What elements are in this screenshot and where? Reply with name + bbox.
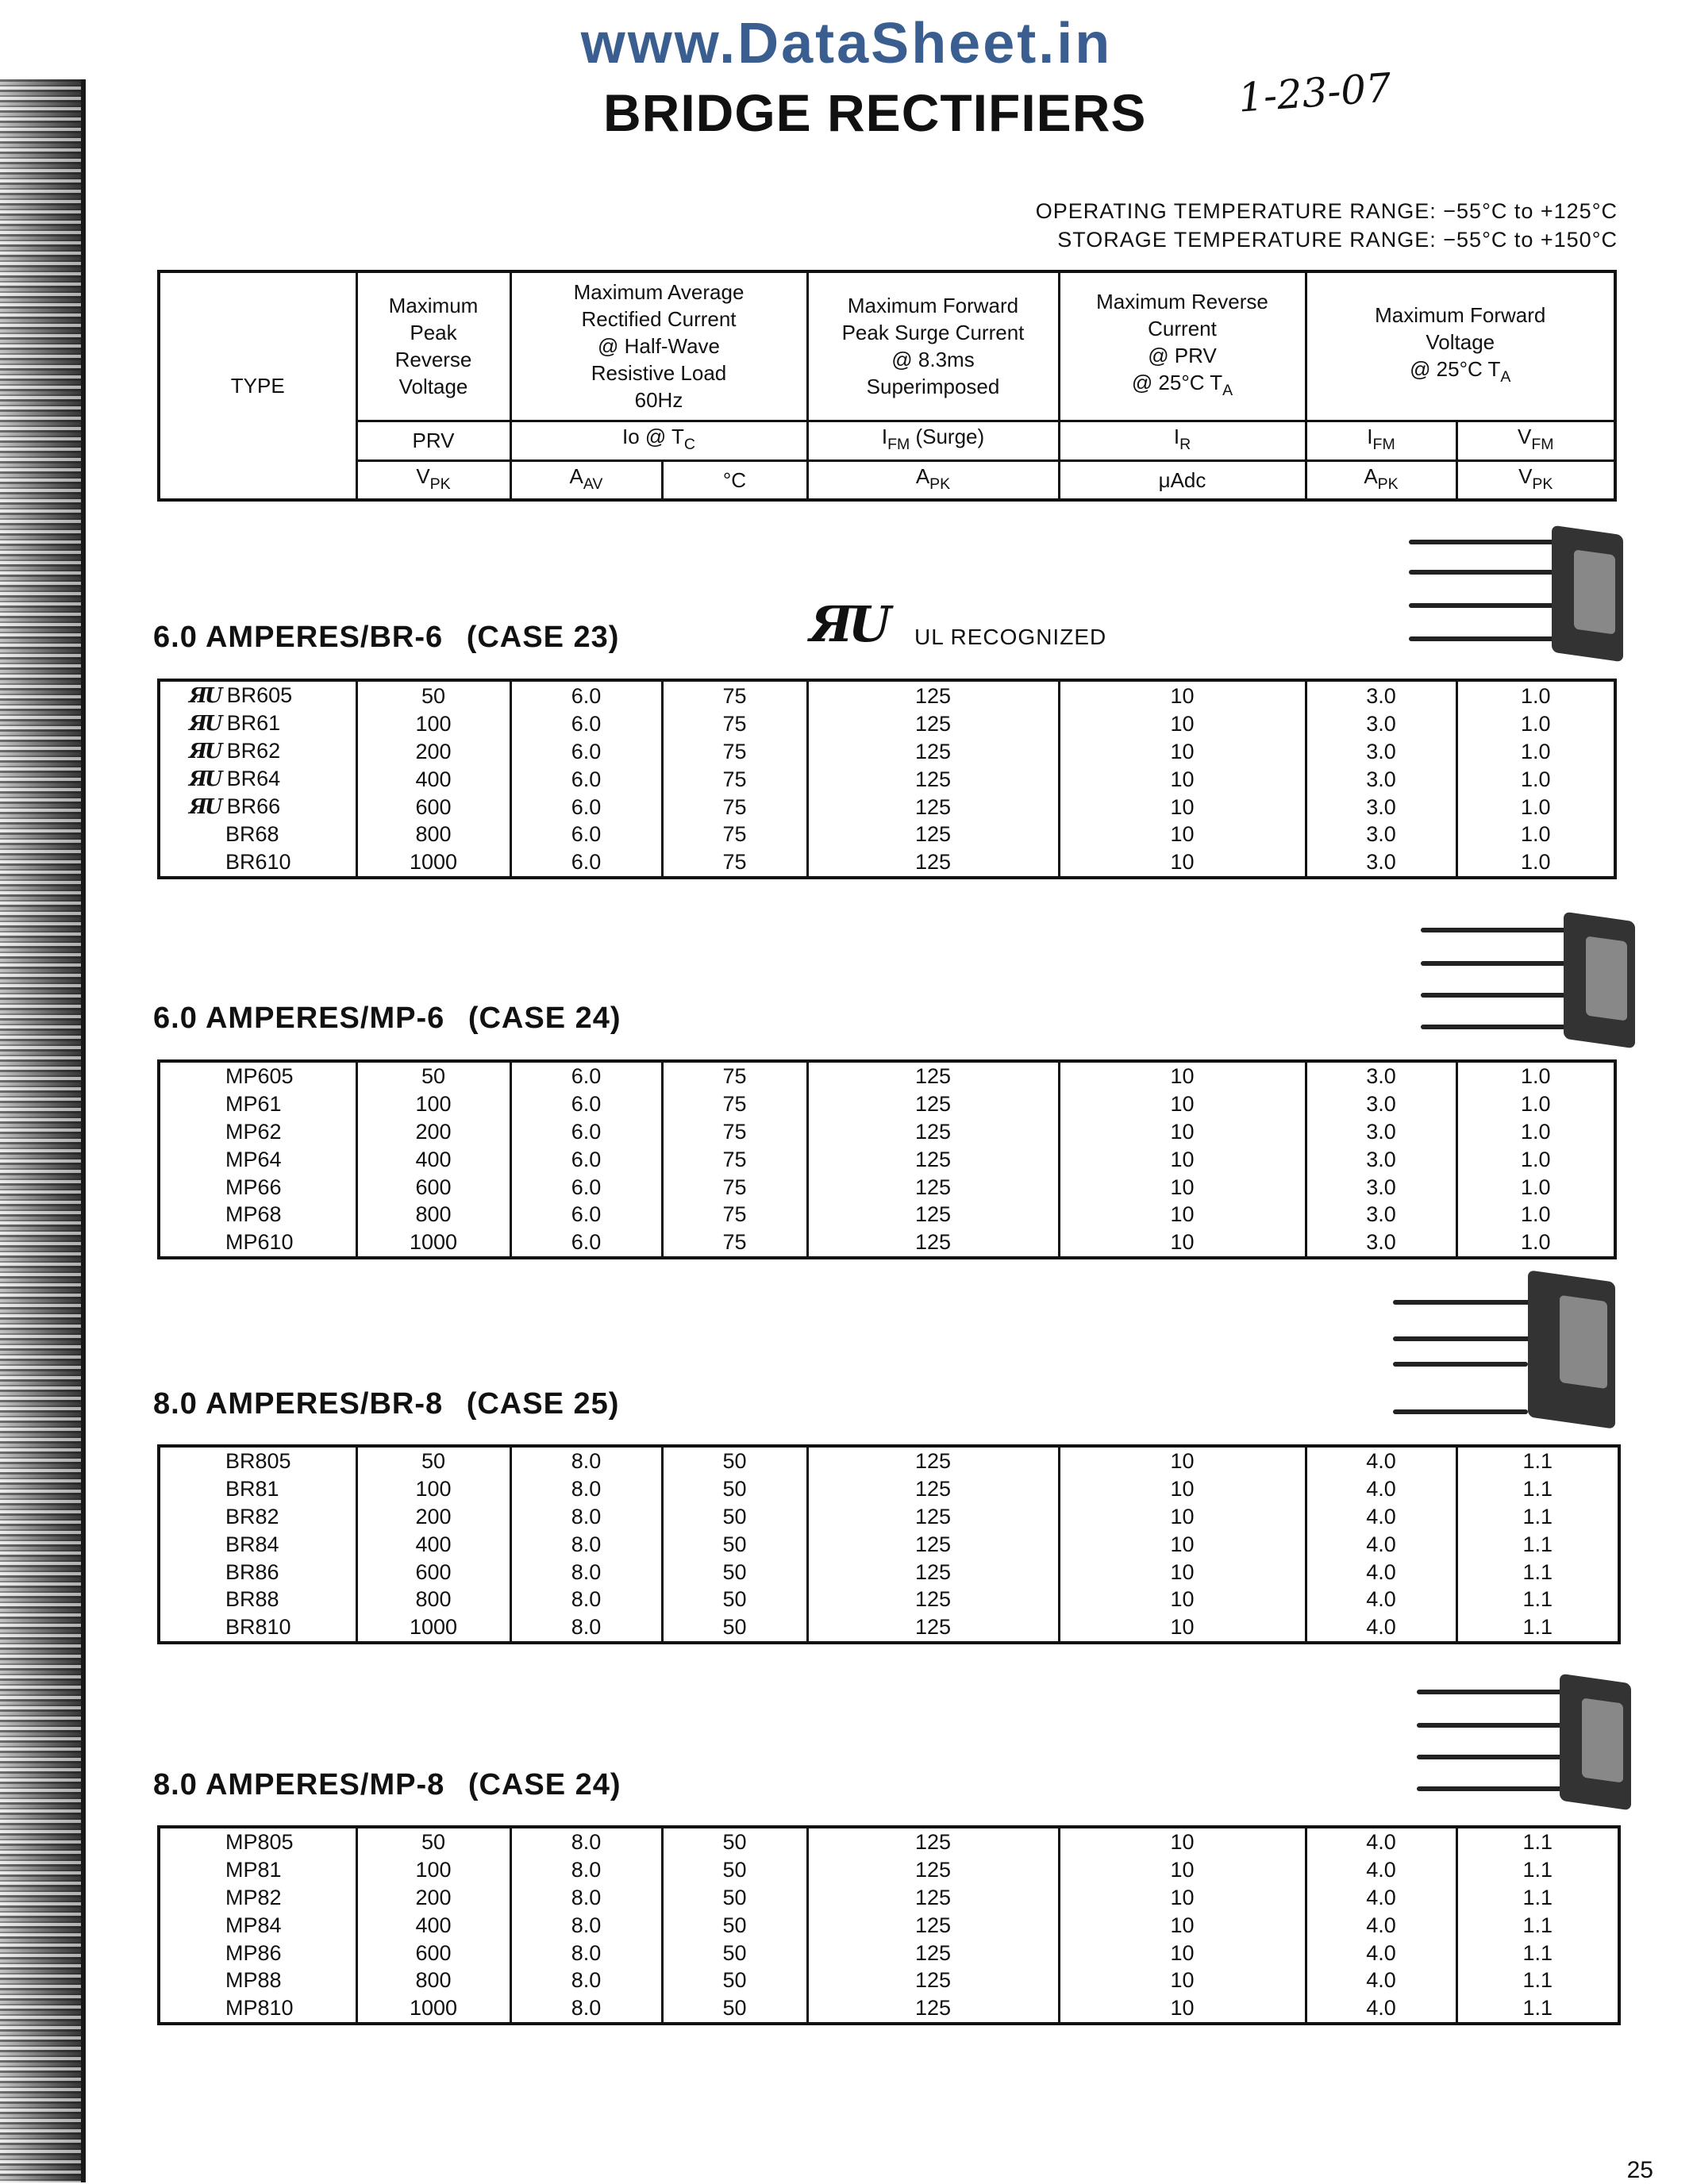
table-row: ЯU BR62 200 6.0 75 125 10 3.0 1.0	[159, 737, 1615, 765]
ul-logo-icon: ЯU	[810, 595, 887, 653]
table-row: MP62 200 6.0 75 125 10 3.0 1.0	[159, 1118, 1615, 1146]
table-row: MP86 600 8.0 50 125 10 4.0 1.1	[159, 1939, 1619, 1967]
table-row: BR81 100 8.0 50 125 10 4.0 1.1	[159, 1475, 1619, 1503]
table-row: MP610 1000 6.0 75 125 10 3.0 1.0	[159, 1228, 1615, 1258]
data-table-mp6	[157, 1059, 1617, 1259]
table-row: BR88 800 8.0 50 125 10 4.0 1.1	[159, 1586, 1619, 1613]
header-prv-desc: Maximum Peak Reverse Voltage	[356, 271, 510, 421]
temperature-ranges	[1036, 197, 1618, 254]
scan-edge-artifact	[0, 79, 86, 2182]
unit-vpk-vf: $V_{PK}$	[1456, 460, 1615, 500]
table-row: MP64 400 6.0 75 125 10 3.0 1.0	[159, 1145, 1615, 1173]
unit-apk: $A_{PK}$	[807, 460, 1059, 500]
table-row: MP88 800 8.0 50 125 10 4.0 1.1	[159, 1967, 1619, 1994]
header-vf-desc: Maximum Forward Voltage @ 25°C $T_A$	[1306, 271, 1615, 421]
data-table-br6	[157, 679, 1617, 879]
table-row: BR82 200 8.0 50 125 10 4.0 1.1	[159, 1503, 1619, 1531]
table-row: MP84 400 8.0 50 125 10 4.0 1.1	[159, 1911, 1619, 1939]
symbol-prv: PRV	[356, 421, 510, 460]
data-table-br8	[157, 1444, 1621, 1644]
ul-mark-icon: ЯU	[189, 767, 221, 791]
ul-mark-icon: ЯU	[189, 684, 221, 708]
header-io-desc: Maximum Average Rectified Current @ Half-Wave Resistive Load 60Hz	[510, 271, 807, 421]
storage-temp-range: STORAGE TEMPERATURE RANGE: −55°C to +150°C	[1057, 228, 1618, 252]
site-watermark: www.DataSheet.in	[580, 12, 1113, 75]
table-row: BR805 50 8.0 50 125 10 4.0 1.1	[159, 1446, 1619, 1475]
unit-degc: °C	[662, 460, 807, 500]
column-header-table	[157, 270, 1617, 502]
section-title: 6.0 AMPERES/MP-6 (CASE 24)	[153, 1002, 621, 1035]
table-row: ЯU BR61 100 6.0 75 125 10 3.0 1.0	[159, 709, 1615, 737]
table-row: ЯU BR605 50 6.0 75 125 10 3.0 1.0	[159, 680, 1615, 709]
ul-recognized-label: UL RECOGNIZED	[914, 625, 1107, 649]
operating-temp-range: OPERATING TEMPERATURE RANGE: −55°C to +125°C	[1035, 199, 1618, 223]
mp6-package-icon	[1421, 917, 1635, 1044]
symbol-vfm: $V_{FM}$	[1456, 421, 1615, 460]
table-row: ЯU BR66 600 6.0 75 125 10 3.0 1.0	[159, 793, 1615, 821]
table-row: ЯU BR64 400 6.0 75 125 10 3.0 1.0	[159, 765, 1615, 793]
table-row: BR68 800 6.0 75 125 10 3.0 1.0	[159, 821, 1615, 848]
ul-recognized	[810, 595, 1107, 653]
mp8-package-icon	[1417, 1678, 1631, 1805]
table-row: MP810 1000 8.0 50 125 10 4.0 1.1	[159, 1994, 1619, 2024]
unit-aav: $A_{AV}$	[510, 460, 662, 500]
ul-mark-icon: ЯU	[189, 712, 221, 736]
symbol-ifm: $I_{FM}$	[1306, 421, 1456, 460]
section-title: 8.0 AMPERES/BR-8 (CASE 25)	[153, 1387, 620, 1421]
br6-package-icon	[1409, 530, 1623, 657]
ul-mark-icon: ЯU	[189, 740, 221, 763]
table-row: BR610 1000 6.0 75 125 10 3.0 1.0	[159, 848, 1615, 878]
table-row: BR86 600 8.0 50 125 10 4.0 1.1	[159, 1558, 1619, 1586]
page-title: BRIDGE RECTIFIERS	[603, 83, 1147, 142]
header-ir-desc: Maximum Reverse Current @ PRV @ 25°C $T_A$	[1059, 271, 1306, 421]
data-table-mp8	[157, 1825, 1621, 2025]
header-ifsm-desc: Maximum Forward Peak Surge Current @ 8.3ms Superimposed	[807, 271, 1059, 421]
table-row: MP805 50 8.0 50 125 10 4.0 1.1	[159, 1827, 1619, 1856]
table-row: BR810 1000 8.0 50 125 10 4.0 1.1	[159, 1613, 1619, 1643]
ul-mark-icon: ЯU	[189, 795, 221, 819]
table-row: MP82 200 8.0 50 125 10 4.0 1.1	[159, 1884, 1619, 1912]
symbol-io: Io @ $T_C$	[510, 421, 807, 460]
page-number: 25	[1626, 2157, 1653, 2183]
symbol-ifsm: $I_{FM}$ (Surge)	[807, 421, 1059, 460]
section-title: 8.0 AMPERES/MP-8 (CASE 24)	[153, 1768, 621, 1801]
table-row: BR84 400 8.0 50 125 10 4.0 1.1	[159, 1530, 1619, 1558]
table-row: MP66 600 6.0 75 125 10 3.0 1.0	[159, 1173, 1615, 1201]
unit-vpk: $V_{PK}$	[356, 460, 510, 500]
table-row: MP68 800 6.0 75 125 10 3.0 1.0	[159, 1201, 1615, 1228]
br8-package-icon	[1393, 1276, 1615, 1423]
table-row: MP61 100 6.0 75 125 10 3.0 1.0	[159, 1090, 1615, 1118]
unit-uadc: μAdc	[1059, 460, 1306, 500]
symbol-ir: $I_R$	[1059, 421, 1306, 460]
header-type: TYPE	[159, 271, 356, 500]
handwritten-date: 1-23-07	[1237, 64, 1393, 121]
section-title: 6.0 AMPERES/BR-6 (CASE 23)	[153, 621, 620, 654]
unit-apk-vf: $A_{PK}$	[1306, 460, 1456, 500]
table-row: MP605 50 6.0 75 125 10 3.0 1.0	[159, 1061, 1615, 1090]
table-row: MP81 100 8.0 50 125 10 4.0 1.1	[159, 1856, 1619, 1884]
